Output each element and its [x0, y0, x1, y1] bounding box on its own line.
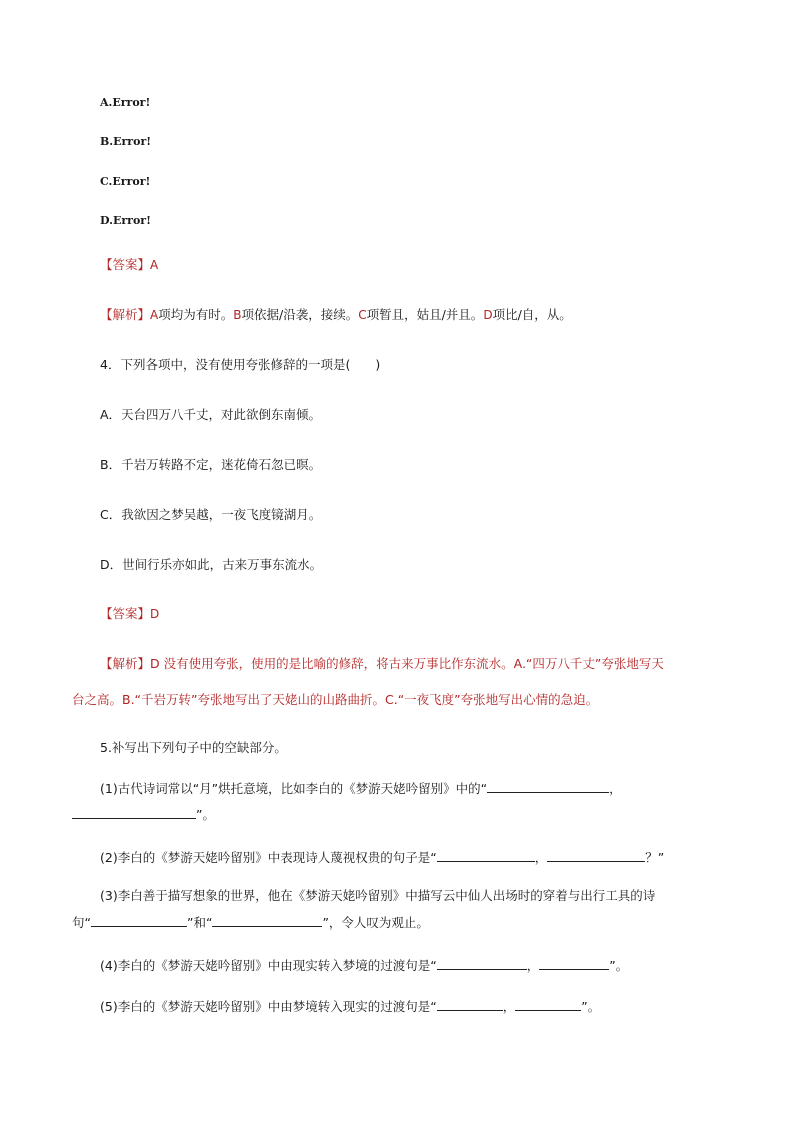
answer-tag: 【答案】 [100, 257, 151, 272]
q4-option-a: A．天台四万八千丈，对此欲倒东南倾。 [100, 407, 322, 422]
q4-option-d: D．世间行乐亦如此，古来万事东流水。 [100, 557, 323, 572]
prev-option-a: A.Error! [100, 96, 151, 109]
q5-stem: 5.补写出下列句子中的空缺部分。 [100, 740, 287, 755]
prev-option-c: C.Error! [100, 175, 151, 188]
q5-item-1-line2: ”。 [72, 804, 215, 825]
q4-analysis-line2: 台之高。B.“千岩万转”夸张地写出了天姥山的山路曲折。C.“一夜飞度”夸张地写出心情的急迫。 [72, 692, 599, 707]
fill-blank[interactable] [212, 912, 322, 927]
prev-option-b: B.Error! [100, 135, 152, 148]
q4-analysis-line1: 【解析】D 没有使用夸张，使用的是比喻的修辞，将古来万事比作东流水。A.“四万八千丈”夸张地写天 [100, 656, 664, 671]
answer-value: A [150, 258, 159, 272]
fill-blank[interactable] [437, 847, 535, 862]
q4-option-b: B．千岩万转路不定，迷花倚石忽已暝。 [100, 457, 322, 472]
fill-blank[interactable] [91, 912, 187, 927]
q5-item-4: (4)李白的《梦游天姥吟留别》中由现实转入梦境的过渡句是“ ， ”。 [100, 955, 628, 976]
q3-analysis: 【解析】A项均为有时。B项依据/沿袭，接续。C项暂且，姑且/并且。D项比/自，从。 [100, 307, 572, 322]
analysis-tag: 【解析】 [100, 656, 151, 671]
q4-answer [100, 604, 159, 624]
q4-stem: 4．下列各项中，没有使用夸张修辞的一项是( ) [100, 357, 381, 372]
q5-item-3-line1: (3)李白善于描写想象的世界，他在《梦游天姥吟留别》中描写云中仙人出场时的穿着与出行工具的诗 [100, 888, 656, 903]
q4-option-c: C．我欲因之梦吴越，一夜飞度镜湖月。 [100, 507, 322, 522]
q5-item-5: (5)李白的《梦游天姥吟留别》中由梦境转入现实的过渡句是“ ， ”。 [100, 996, 600, 1017]
answer-value: D [150, 607, 160, 621]
q3-answer [100, 255, 158, 275]
analysis-tag: 【解析】 [100, 307, 151, 322]
fill-blank[interactable] [437, 996, 503, 1011]
fill-blank[interactable] [437, 955, 527, 970]
q5-item-2: (2)李白的《梦游天姥吟留别》中表现诗人蔑视权贵的句子是“ ， ？” [100, 847, 664, 868]
q5-item-3-line2: 句“ ”和“ ”，令人叹为观止。 [72, 912, 429, 933]
prev-option-d: D.Error! [100, 214, 151, 227]
q5-item-1-line1: (1)古代诗词常以“月”烘托意境，比如李白的《梦游天姥吟留别》中的“ ， [100, 778, 622, 799]
fill-blank[interactable] [515, 996, 581, 1011]
fill-blank[interactable] [72, 804, 196, 819]
answer-tag: 【答案】 [100, 606, 151, 621]
fill-blank[interactable] [539, 955, 609, 970]
fill-blank[interactable] [547, 847, 645, 862]
fill-blank[interactable] [487, 778, 609, 793]
